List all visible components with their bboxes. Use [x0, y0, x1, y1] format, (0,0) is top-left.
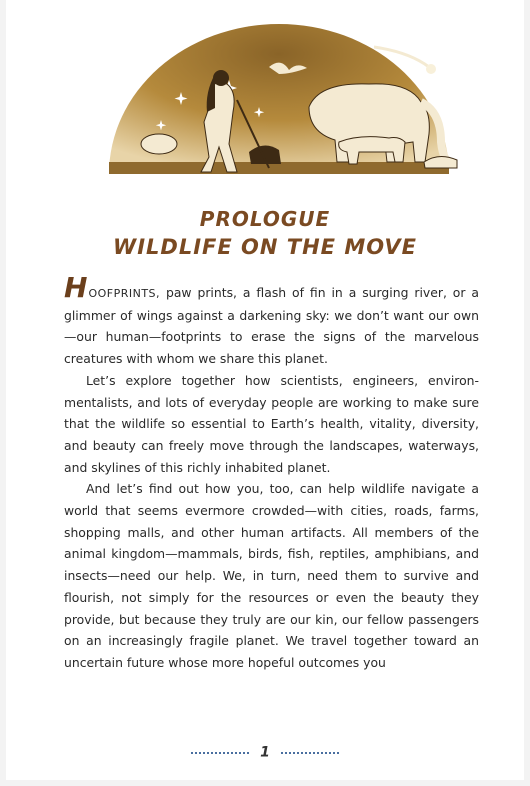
page-footer: [6, 742, 524, 761]
chapter-title: WILDLIFE ON THE MOVE: [113, 235, 417, 259]
drop-cap: H: [64, 271, 88, 304]
paragraph-3: And let’s find out how you, too, can help wildlife navigate a world that seems evermore crowded—with cities, roads, farms, shopping malls, and other human artifacts. All members of the animal kingdom—mammals, birds, fish, reptiles, amphibians, and insects—need our help. We, in turn, need them to survive and flourish, not simply for the resources or even the beauty they provide, but because they truly are our kin, our fellow passengers on an increasingly fragile planet. We travel together toward an uncertain future whose more hopeful outcomes you: [64, 481, 479, 670]
paragraph-2: Let’s explore together how scientists, engineers, environmentalists, and lots of everyday people are working to make sure that the wildlife so essential to Earth’s health, vitality, diversity, and beauty can freely move through the landscapes, waterways, and skylines of this richly inhabited planet.: [64, 372, 479, 475]
footer-dots-left: [191, 752, 249, 754]
page-number: 1: [260, 744, 270, 761]
lead-in-smallcaps: OOFPRINTS,: [88, 287, 161, 300]
paragraph-1-text: paw prints, a flash of fin in a surging river, or a glimmer of wings against a darkening sky: we don’t want our own—our human—footprints to erase the signs of the marvelous creatures with whom we share this planet.: [64, 285, 479, 367]
prologue-illustration: [69, 12, 489, 202]
footer-dots-right: [281, 752, 339, 754]
book-page: [6, 0, 524, 780]
body-text: [64, 271, 479, 674]
chapter-label: PROLOGUE: [199, 207, 331, 231]
paragraph-1: [64, 271, 479, 370]
